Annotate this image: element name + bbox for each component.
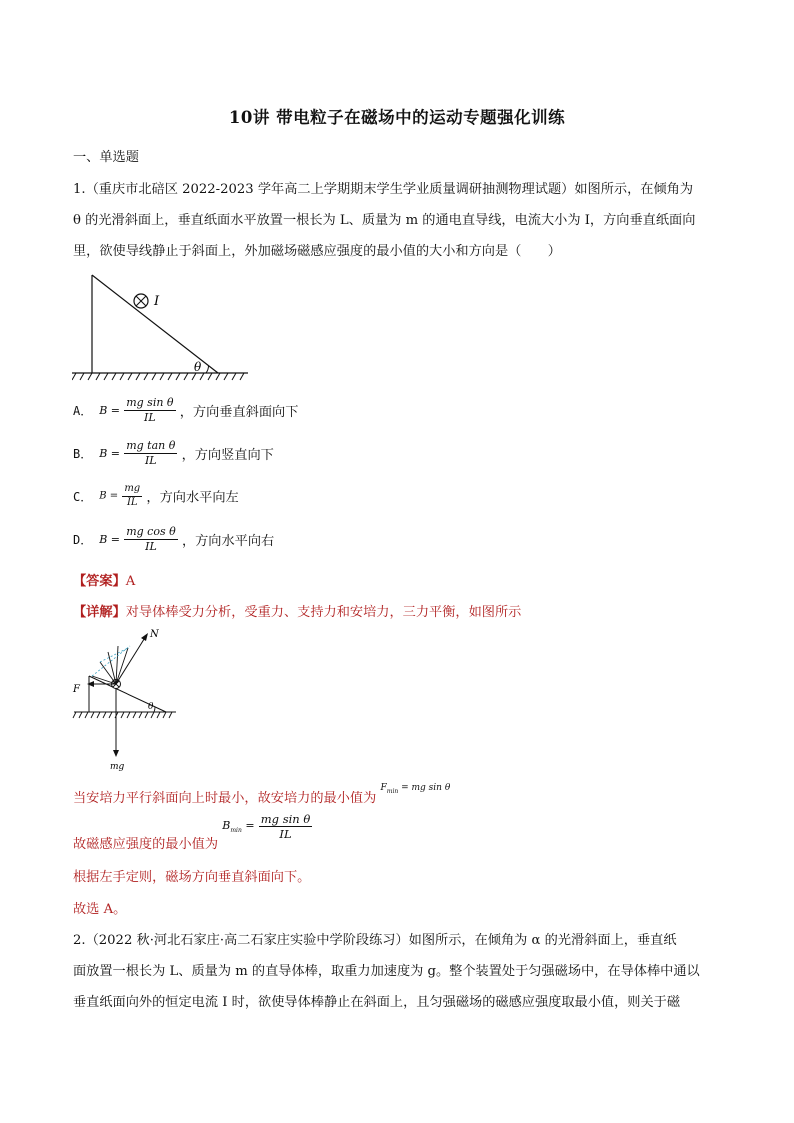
q1-option-d[interactable]: D． B = $\frac{\text{mg cos θ}}{IL}$ ，方向水平向右 <box>73 525 275 553</box>
q1-force-diagram <box>70 626 185 776</box>
fig2-label-F: F <box>73 684 80 695</box>
q1-conclusion: 故选 A。 <box>73 902 127 917</box>
q1-detail: 【详解】对导体棒受力分析，受重力、支持力和安培力，三力平衡，如图所示 <box>73 605 522 620</box>
q2-stem-line1: 2.（2022 秋·河北石家庄·高二石家庄实验中学阶段练习）如图所示，在倾角为 α 的光滑斜面上，垂直纸 <box>73 933 677 948</box>
q1-option-c[interactable]: C． B = $\frac{mg}{IL}$ ，方向水平向左 <box>73 483 239 508</box>
page-title: 10讲 带电粒子在磁场中的运动专题强化训练 <box>228 108 566 127</box>
q1-option-b[interactable]: B． B = $\frac{\text{mg tan θ}}{IL}$ ，方向竖直向下 <box>73 439 274 467</box>
q1-answer: 【答案】A <box>73 574 136 589</box>
q1-option-a[interactable]: A． B = $\frac{\text{mg sin θ}}{IL}$ ，方向垂直斜面向下 <box>73 396 299 424</box>
fig2-label-mg: mg <box>110 762 125 772</box>
fig1-label-theta: θ <box>194 360 202 374</box>
q1-stem-line1: 1.（重庆市北碚区 2022-2023 学年高二上学期期末学生学业质量调研抽测物理试题）如图所示，在倾角为 <box>73 182 694 197</box>
q1-stem-line2: θ 的光滑斜面上，垂直纸面水平放置一根长为 L、质量为 m 的通电直导线，电流大小为 I，方向垂直纸面向 <box>73 213 696 228</box>
q1-incline-figure <box>72 270 252 385</box>
q1-explanation-3: 根据左手定则，磁场方向垂直斜面向下。 <box>73 870 311 885</box>
fig2-label-theta: θ <box>148 702 154 712</box>
fig1-label-I: I <box>154 294 160 309</box>
q2-stem-line3: 垂直纸面向外的恒定电流 I 时，欲使导体棒静止在斜面上，且匀强磁场的磁感应强度取最小值，则关于磁 <box>73 995 681 1010</box>
q1-explanation-2: 故磁感应强度的最小值为 $B_{min}$ = $\frac{\text{mg sin θ}}{IL}$ <box>73 812 311 852</box>
section-heading: 一、单选题 <box>73 150 139 165</box>
q2-stem-line2: 面放置一根长为 L、质量为 m 的直导体棒，取重力加速度为 g。整个装置处于匀强磁场中，在导体棒中通以 <box>73 964 700 979</box>
q1-stem-line3: 里，欲使导线静止于斜面上，外加磁场磁感应强度的最小值的大小和方向是（ ） <box>73 244 561 259</box>
fig2-label-N: N <box>150 629 159 640</box>
q1-explanation-1: 当安培力平行斜面向上时最小，故安培力的最小值为 $^{F_{min} = mg sin \theta}$ <box>73 783 451 806</box>
